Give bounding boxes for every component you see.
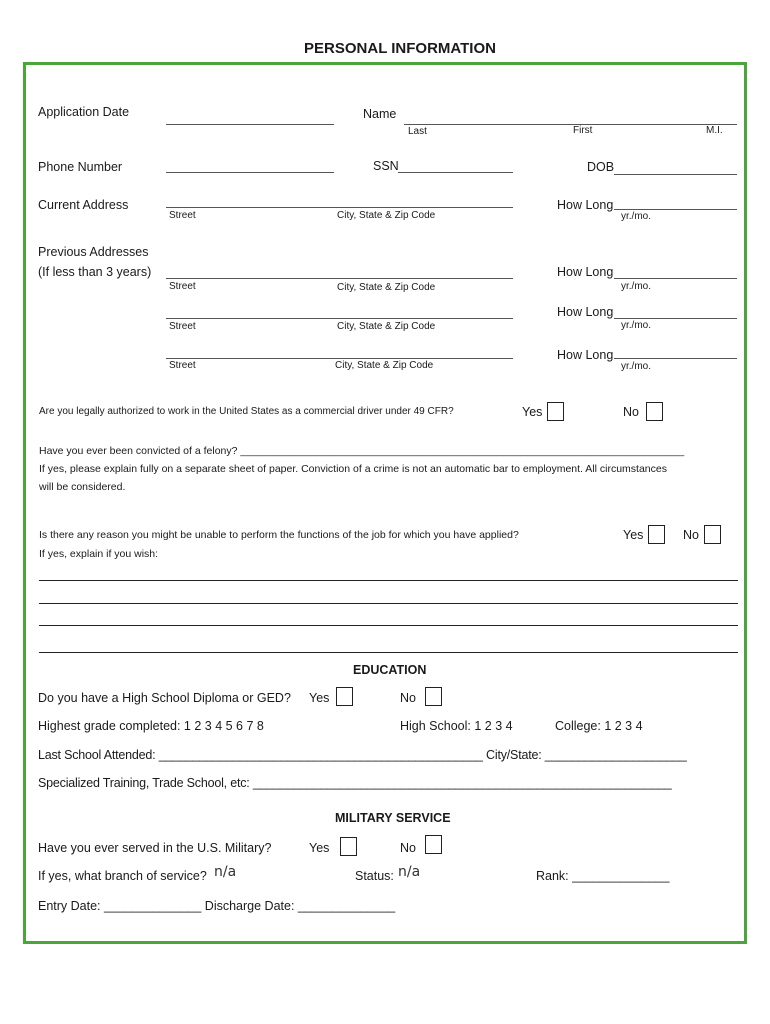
previous-address-2-field[interactable] xyxy=(166,318,513,319)
how-long-field[interactable] xyxy=(614,209,737,210)
street-caption: Street xyxy=(169,321,196,332)
served-yes-checkbox[interactable] xyxy=(340,837,357,856)
explain-line-4[interactable] xyxy=(39,652,738,653)
how-long-label: How Long xyxy=(557,305,614,319)
last-name-caption: Last xyxy=(408,126,427,137)
street-caption: Street xyxy=(169,281,196,292)
authorized-question: Are you legally authorized to work in the United States as a commercial driver under 49 CFR? xyxy=(39,406,454,417)
explain-line-3[interactable] xyxy=(39,625,738,626)
unable-yes-label: Yes xyxy=(623,528,644,542)
dob-label: DOB xyxy=(587,160,615,174)
served-question: Have you ever served in the U.S. Military? xyxy=(38,841,272,855)
college-grade: College: 1 2 3 4 xyxy=(555,719,643,733)
unable-question: Is there any reason you might be unable to perform the functions of the job for which you have applied? xyxy=(39,529,519,541)
felony-explain-line-2: will be considered. xyxy=(39,481,126,493)
highest-grade: Highest grade completed: 1 2 3 4 5 6 7 8 xyxy=(38,719,264,733)
city-state-zip-caption: City, State & Zip Code xyxy=(337,282,436,293)
previous-addresses-note: (If less than 3 years) xyxy=(38,265,152,279)
diploma-yes-checkbox[interactable] xyxy=(336,687,353,706)
last-school-field[interactable]: Last School Attended: ________________________________________________ City/State: _____________________ xyxy=(38,748,687,762)
service-dates-field[interactable]: Entry Date: ______________ Discharge Date: ______________ xyxy=(38,899,396,913)
how-long-field[interactable] xyxy=(614,358,737,359)
how-long-field[interactable] xyxy=(614,318,737,319)
previous-address-3-field[interactable] xyxy=(166,358,513,359)
authorized-no-label: No xyxy=(623,405,639,419)
current-address-label: Current Address xyxy=(38,198,129,212)
explain-line-1[interactable] xyxy=(39,580,738,581)
how-long-label: How Long xyxy=(557,265,614,279)
ssn-label: SSN xyxy=(373,159,399,173)
served-no-checkbox[interactable] xyxy=(425,835,442,854)
phone-label: Phone Number xyxy=(38,160,123,174)
street-caption: Street xyxy=(169,360,196,371)
diploma-no-checkbox[interactable] xyxy=(425,687,442,706)
authorized-yes-checkbox[interactable] xyxy=(547,402,564,421)
specialized-training-field[interactable]: Specialized Training, Trade School, etc: ______________________________________________________________ xyxy=(38,776,672,790)
middle-initial-caption: M.I. xyxy=(706,125,723,136)
phone-field[interactable] xyxy=(166,172,334,173)
city-state-zip-caption: City, State & Zip Code xyxy=(337,210,436,221)
yr-mo-caption: yr./mo. xyxy=(621,320,652,331)
authorized-no-checkbox[interactable] xyxy=(646,402,663,421)
first-name-caption: First xyxy=(573,125,593,136)
unable-yes-checkbox[interactable] xyxy=(648,525,665,544)
street-caption: Street xyxy=(169,210,196,221)
application-date-field[interactable] xyxy=(166,124,334,125)
high-school-grade: High School: 1 2 3 4 xyxy=(400,719,513,733)
military-heading: MILITARY SERVICE xyxy=(335,811,451,825)
how-long-label: How Long xyxy=(557,198,614,212)
unable-no-checkbox[interactable] xyxy=(704,525,721,544)
yr-mo-caption: yr./mo. xyxy=(621,361,652,372)
city-state-zip-caption: City, State & Zip Code xyxy=(335,360,434,371)
branch-value[interactable]: n/a xyxy=(214,864,237,880)
served-no-label: No xyxy=(400,841,416,855)
current-address-field[interactable] xyxy=(166,207,513,208)
unable-no-label: No xyxy=(683,528,699,542)
explain-label: If yes, explain if you wish: xyxy=(39,548,159,560)
name-label: Name xyxy=(363,107,397,121)
how-long-label: How Long xyxy=(557,348,614,362)
felony-question: Have you ever been convicted of a felony? ____________________________________________________________________________ xyxy=(39,445,685,457)
page-title: PERSONAL INFORMATION xyxy=(304,40,496,57)
diploma-no-label: No xyxy=(400,691,416,705)
yr-mo-caption: yr./mo. xyxy=(621,211,652,222)
explain-line-2[interactable] xyxy=(39,603,738,604)
city-state-zip-caption: City, State & Zip Code xyxy=(337,321,436,332)
education-heading: EDUCATION xyxy=(353,663,427,677)
authorized-yes-label: Yes xyxy=(522,405,543,419)
status-value[interactable]: n/a xyxy=(398,864,421,880)
status-label: Status: xyxy=(355,869,394,883)
yr-mo-caption: yr./mo. xyxy=(621,281,652,292)
application-date-label: Application Date xyxy=(38,105,130,119)
served-yes-label: Yes xyxy=(309,841,330,855)
branch-label: If yes, what branch of service? xyxy=(38,869,207,883)
diploma-yes-label: Yes xyxy=(309,691,330,705)
how-long-field[interactable] xyxy=(614,278,737,279)
name-field[interactable] xyxy=(404,124,737,125)
rank-field[interactable]: Rank: ______________ xyxy=(536,869,670,883)
previous-addresses-label: Previous Addresses xyxy=(38,245,149,259)
diploma-question: Do you have a High School Diploma or GED? xyxy=(38,691,291,705)
previous-address-1-field[interactable] xyxy=(166,278,513,279)
dob-field[interactable] xyxy=(614,174,737,175)
ssn-field[interactable] xyxy=(398,172,513,173)
felony-explain-line-1: If yes, please explain fully on a separate sheet of paper. Conviction of a crime is not an automatic bar to employment. All circumstances xyxy=(39,463,667,475)
